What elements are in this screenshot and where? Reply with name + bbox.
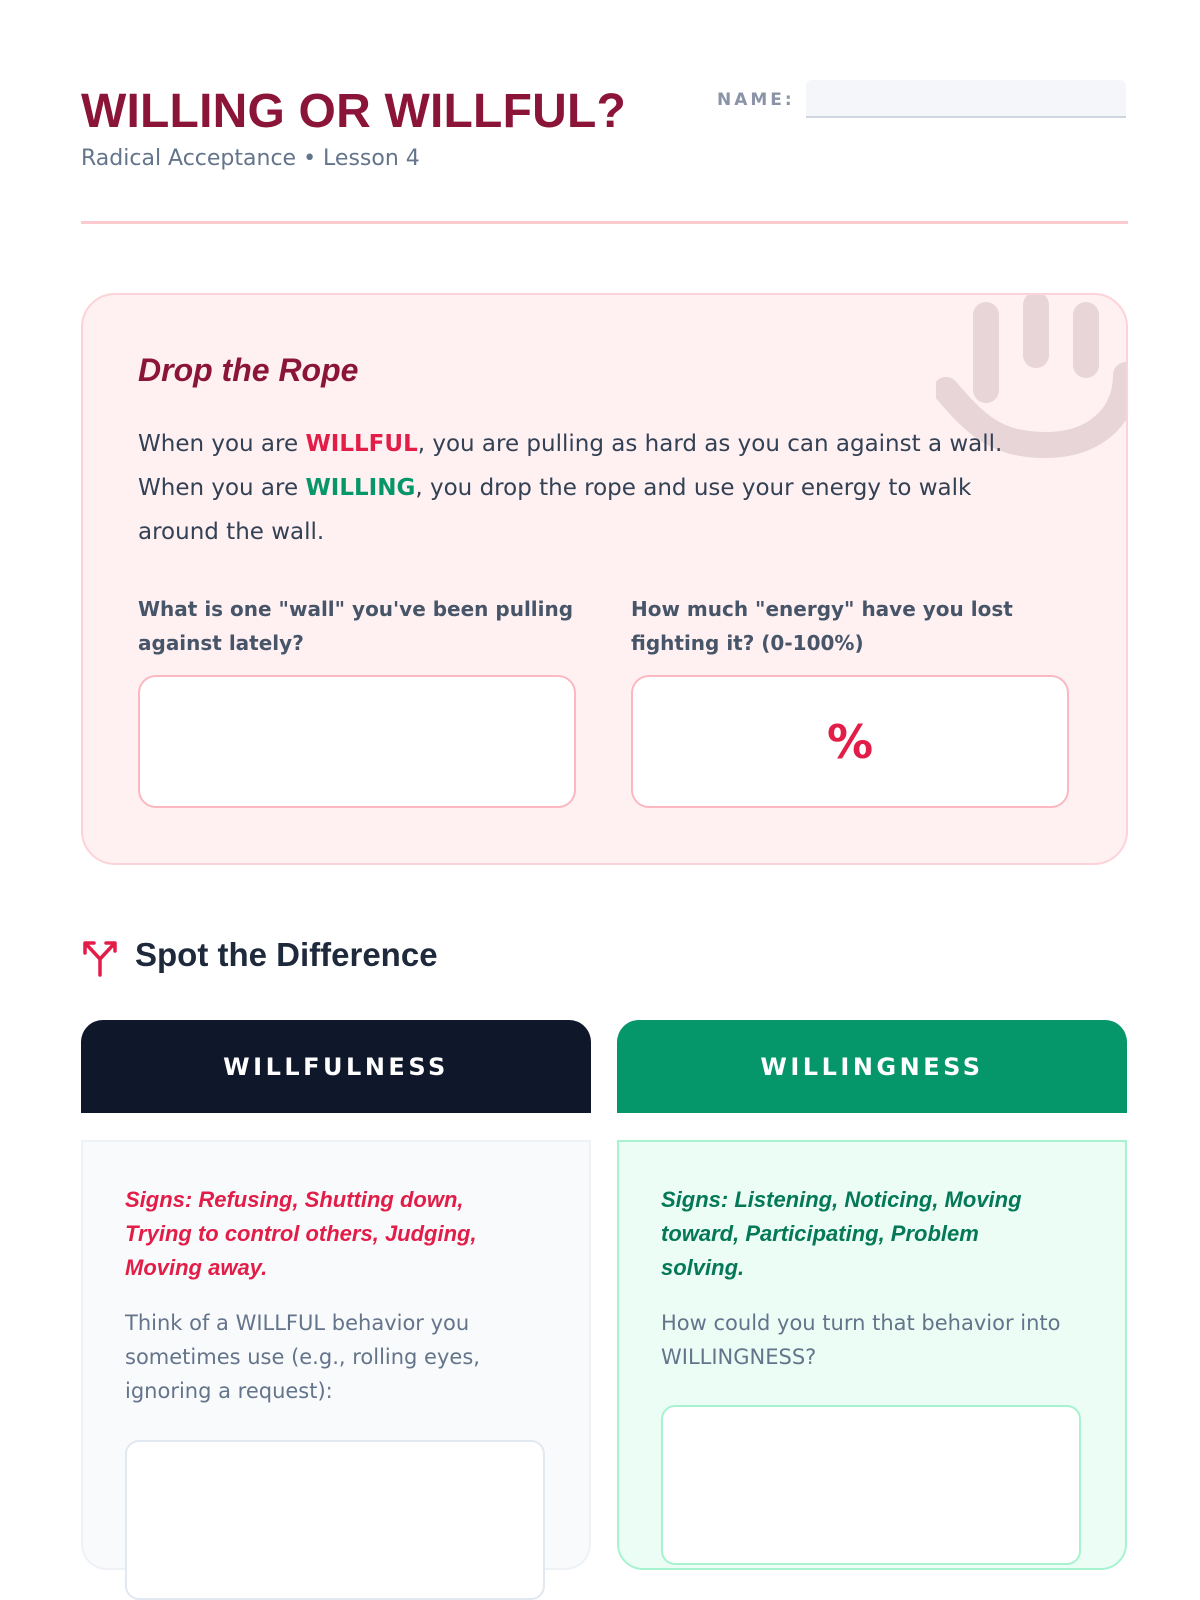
body-line1-pre: When you are xyxy=(138,431,306,457)
energy-question-label: How much "energy" have you lost fighting it? (0-100%) xyxy=(631,597,1013,655)
willfulness-answer-field[interactable] xyxy=(125,1440,545,1600)
name-input[interactable] xyxy=(806,80,1126,118)
willingness-answer-field[interactable] xyxy=(661,1405,1081,1565)
percent-symbol: % xyxy=(826,714,874,769)
name-label: NAME: xyxy=(717,90,795,110)
keyword-willing: WILLING xyxy=(305,475,416,501)
keyword-willful: WILLFUL xyxy=(305,431,418,457)
card-title: Drop the Rope xyxy=(138,352,359,388)
wall-answer-field[interactable] xyxy=(138,675,576,808)
split-arrow-icon xyxy=(81,937,119,977)
page-subtitle: Radical Acceptance • Lesson 4 xyxy=(81,146,420,171)
page-title: WILLING OR WILLFUL? xyxy=(81,85,626,138)
header-divider xyxy=(81,221,1128,224)
willingness-header: WILLINGNESS xyxy=(617,1020,1127,1113)
card-body-text xyxy=(138,422,1058,554)
wall-question-label: What is one "wall" you've been pulling against lately? xyxy=(138,597,574,655)
willingness-prompt: How could you turn that behavior into WILLINGNESS? xyxy=(661,1311,1061,1369)
energy-percent-field[interactable] xyxy=(631,675,1069,808)
willfulness-signs: Signs: Refusing, Shutting down, Trying to control others, Judging, Moving away. xyxy=(125,1187,477,1280)
section-title: Spot the Difference xyxy=(135,936,438,973)
willingness-signs: Signs: Listening, Noticing, Moving toward, Participating, Problem solving. xyxy=(661,1187,1022,1280)
body-line2-post: , you drop the rope and use your energy to walk around the wall. xyxy=(138,475,972,545)
body-line2-pre: When you are xyxy=(138,475,306,501)
willfulness-prompt: Think of a WILLFUL behavior you sometimes use (e.g., rolling eyes, ignoring a request): xyxy=(125,1311,480,1403)
body-line1-post: , you are pulling as hard as you can against a wall. xyxy=(417,431,1003,457)
willfulness-header: WILLFULNESS xyxy=(81,1020,591,1113)
